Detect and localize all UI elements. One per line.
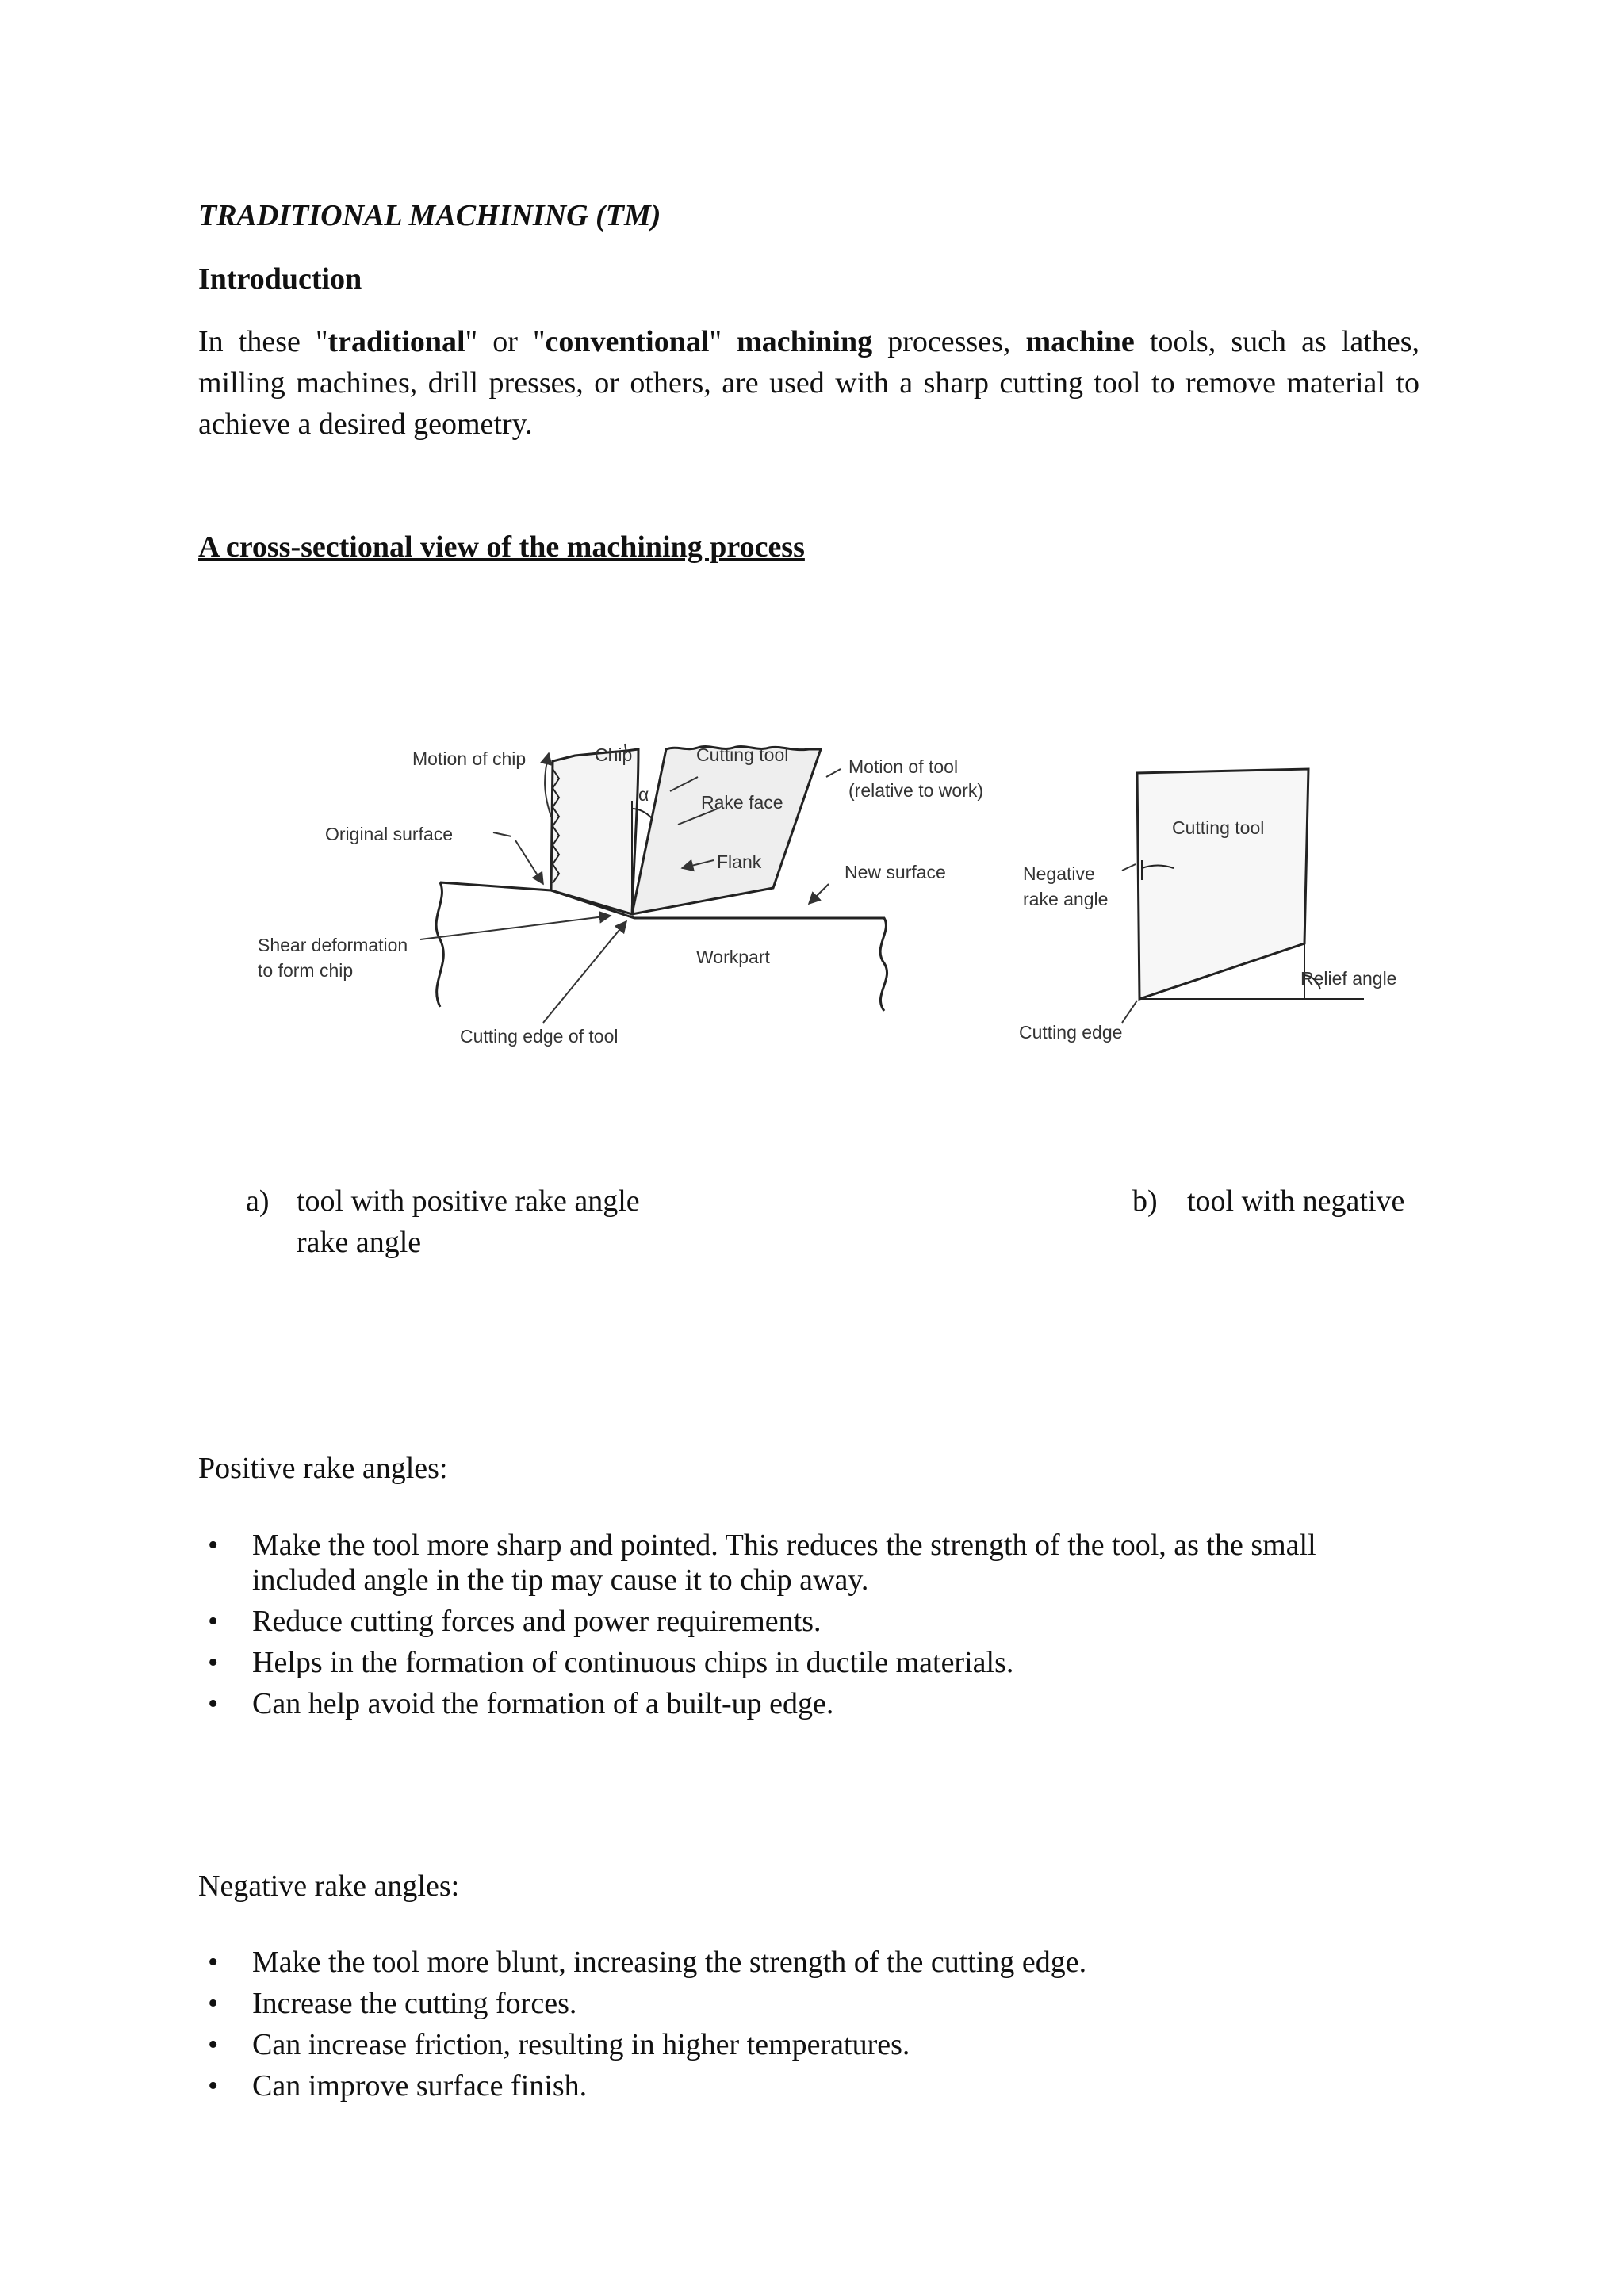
- list-item: • Make the tool more blunt, increasing the strength of the cutting edge.: [198, 1945, 1419, 1980]
- label-motion-of-chip: Motion of chip: [412, 748, 527, 769]
- cutting-tool-b: [1137, 769, 1308, 999]
- label-cutting-tool-b: Cutting tool: [1172, 817, 1265, 838]
- label-negative-2: rake angle: [1023, 889, 1109, 909]
- caption-continuation: rake angle: [297, 1226, 422, 1259]
- label-original-surface: Original surface: [325, 824, 454, 844]
- label-alpha: α: [638, 784, 649, 805]
- label-negative-1: Negative: [1023, 863, 1095, 884]
- label-motion-of-tool-2: (relative to work): [848, 780, 983, 801]
- list-item: • Reduce cutting forces and power requirements.: [198, 1604, 1419, 1639]
- negative-list: [198, 1945, 1419, 2110]
- label-chip: Chip: [595, 744, 633, 765]
- label-cutting-tool-a: Cutting tool: [696, 744, 789, 765]
- label-cutting-edge-of-tool: Cutting edge of tool: [460, 1026, 619, 1047]
- list-item: • Can increase friction, resulting in higher temperatures.: [198, 2027, 1419, 2062]
- list-item: • Increase the cutting forces.: [198, 1986, 1419, 2021]
- list-item: • Helps in the formation of continuous chips in ductile materials.: [198, 1645, 1419, 1680]
- machining-diagram: [238, 690, 1427, 1070]
- label-workpart: Workpart: [696, 947, 770, 967]
- caption-a-marker: a): [246, 1184, 270, 1218]
- list-item: • Can help avoid the formation of a built-up edge.: [198, 1686, 1419, 1721]
- label-shear-deformation-1: Shear deformation: [258, 935, 408, 955]
- caption-a-text: tool with positive rake angle: [297, 1184, 640, 1218]
- chip-shape: [551, 749, 638, 914]
- positive-heading: Positive rake angles:: [198, 1452, 448, 1485]
- label-relief-angle: Relief angle: [1300, 968, 1397, 989]
- positive-list: [198, 1528, 1419, 1728]
- caption-b-text: tool with negative: [1187, 1184, 1405, 1218]
- section-heading: A cross-sectional view of the machining process: [198, 530, 805, 564]
- list-item: • Can improve surface finish.: [198, 2068, 1419, 2103]
- caption-b-marker: b): [1132, 1184, 1158, 1218]
- cutting-tool-a: [632, 747, 821, 914]
- label-rake-face: Rake face: [701, 792, 783, 813]
- label-shear-deformation-2: to form chip: [258, 960, 354, 981]
- label-flank: Flank: [717, 851, 762, 872]
- page-title: TRADITIONAL MACHINING (TM): [198, 199, 661, 232]
- negative-heading: Negative rake angles:: [198, 1869, 460, 1903]
- label-new-surface: New surface: [845, 862, 946, 882]
- intro-heading: Introduction: [198, 262, 362, 296]
- intro-paragraph: In these "traditional" or "conventional" machining processes, machine tools, such as lathes, milling machines, drill presses, or others, are used with a sharp cutting tool to remove material to achieve a desired geometry.: [198, 325, 1420, 441]
- label-cutting-edge: Cutting edge: [1019, 1022, 1123, 1043]
- label-motion-of-tool-1: Motion of tool: [848, 756, 959, 777]
- list-item: • Make the tool more sharp and pointed. This reduces the strength of the tool, as the small included angle in the tip may cause it to chip away.: [198, 1528, 1419, 1598]
